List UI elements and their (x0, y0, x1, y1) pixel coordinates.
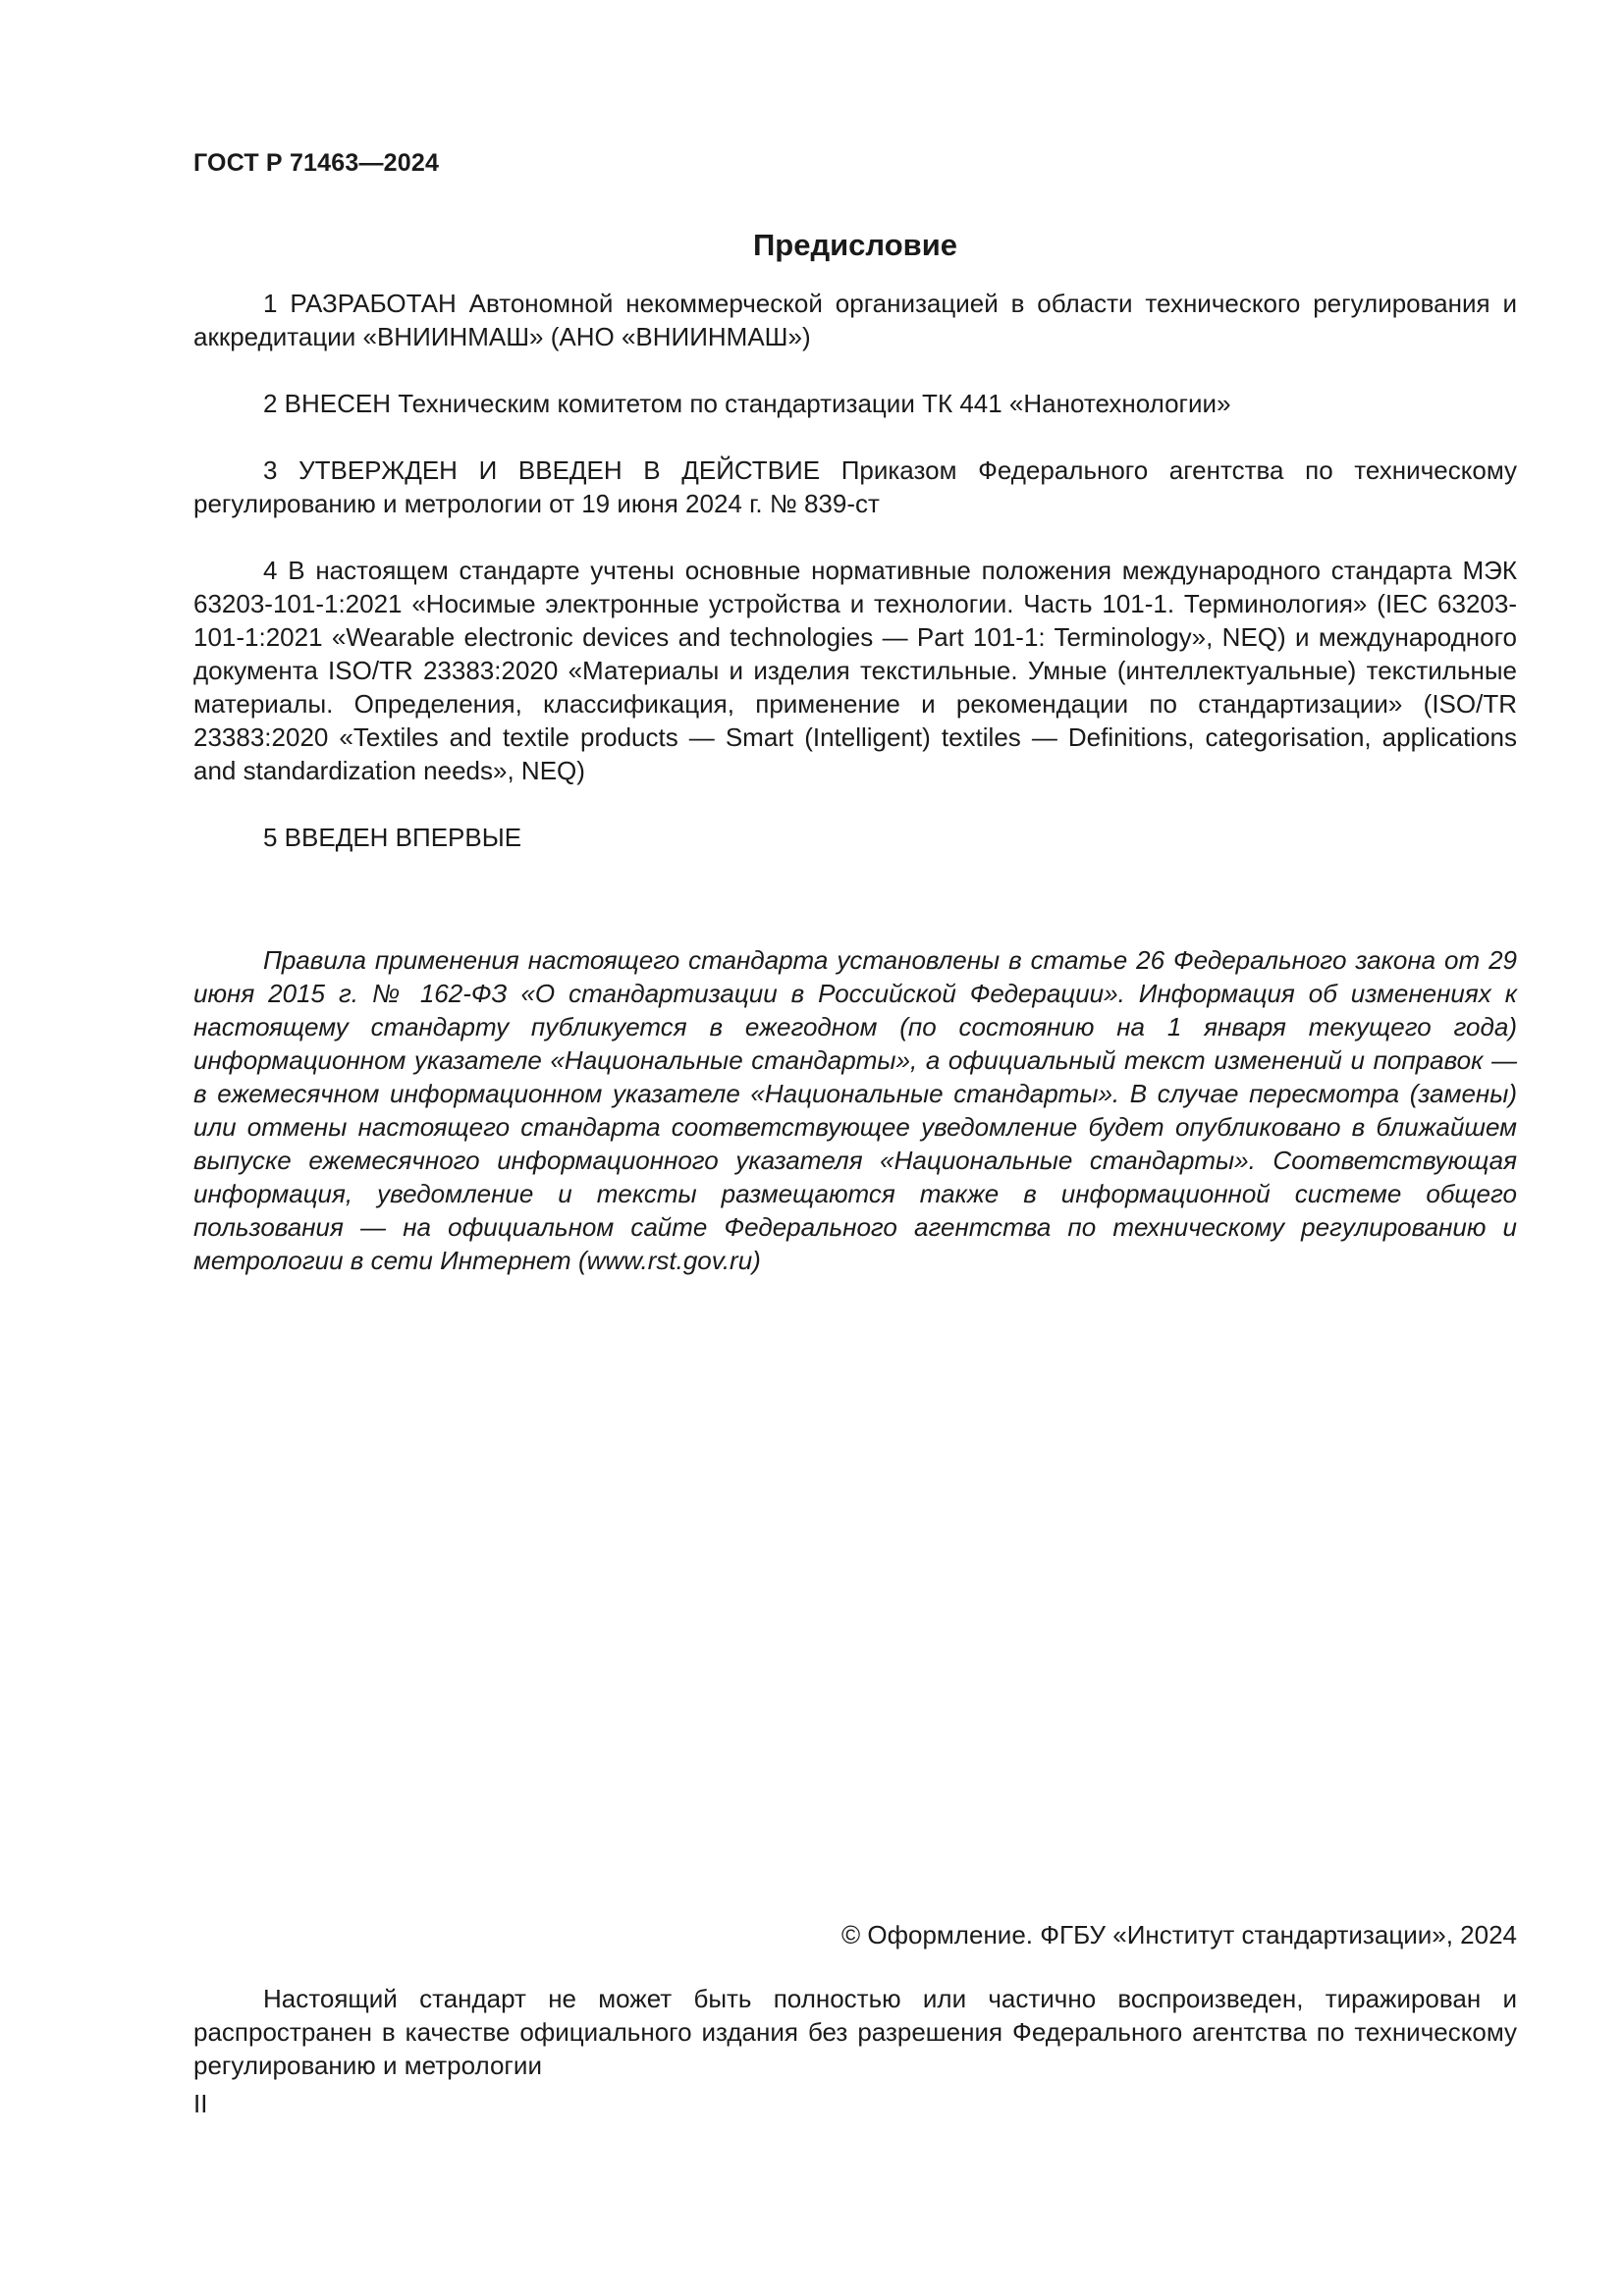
copyright-line: © Оформление. ФГБУ «Институт стандартизации», 2024 (841, 1920, 1517, 1949)
application-rules-notice: Правила применения настоящего стандарта установлены в статье 26 Федерального закона от 29 июня 2015 г. № 162-ФЗ «О стандартизации в Российской Федерации». Информация об изменениях к настоящему стандарту публикуется в ежегодном (по состоянию на 1 января текущего года) информационном указателе «Национальные стандарты», а официальный текст изменений и поправок — в ежемесячном информационном указателе «Национальные стандарты». В случае пересмотра (замены) или отмены настоящего стандарта соответствующее уведомление будет опубликовано в ближайшем выпуске ежемесячного информационного указателя «Национальные стандарты». Соответствующая информация, уведомление и тексты размещаются также в информационной системе общего пользования — на официальном сайте Федерального агентства по техническому регулированию и метрологии в сети Интернет (www.rst.gov.ru) (193, 945, 1517, 1275)
page-number: II (193, 2089, 208, 2118)
foreword-item-developed: 1 РАЗРАБОТАН Автономной некоммерческой организацией в области технического регулирования и аккредитации «ВНИИНМАШ» (АНО «ВНИИНМАШ») (193, 289, 1517, 351)
foreword-item-introduced: 2 ВНЕСЕН Техническим комитетом по стандартизации ТК 441 «Нанотехнологии» (263, 389, 1231, 418)
reproduction-restriction: Настоящий стандарт не может быть полностью или частично воспроизведен, тиражирован и распространен в качестве официального издания без разрешения Федерального агентства по техническому регулированию и метрологии (193, 1984, 1517, 2080)
standard-code-header: ГОСТ Р 71463—2024 (193, 149, 440, 177)
foreword-item-international-basis: 4 В настоящем стандарте учтены основные нормативные положения международного стандарта МЭК 63203-101-1:2021 «Носимые электронные устройства и технологии. Часть 101-1. Терминология» (IEC 63203-101-1:2021 «Wearable electronic devices and technologies — Part 101-1: Terminology», NEQ) и международного документа ISO/TR 23383:2020 «Материалы и изделия текстильные. Умные (интеллектуальные) текстильные материалы. Определения, классификация, применение и рекомендации по стандартизации» (ISO/TR 23383:2020 «Textiles and textile products — Smart (Intelligent) textiles — Definitions, categorisation, applications and standardization needs», NEQ) (193, 556, 1517, 785)
foreword-title: Предисловие (752, 228, 957, 262)
foreword-items (193, 287, 1517, 887)
foreword-item-approved: 3 УТВЕРЖДЕН И ВВЕДЕН В ДЕЙСТВИЕ Приказом Федерального агентства по техническому регулированию и метрологии от 19 июня 2024 г. № 839-ст (193, 455, 1517, 518)
foreword-item-first-introduced: 5 ВВЕДЕН ВПЕРВЫЕ (263, 823, 522, 852)
